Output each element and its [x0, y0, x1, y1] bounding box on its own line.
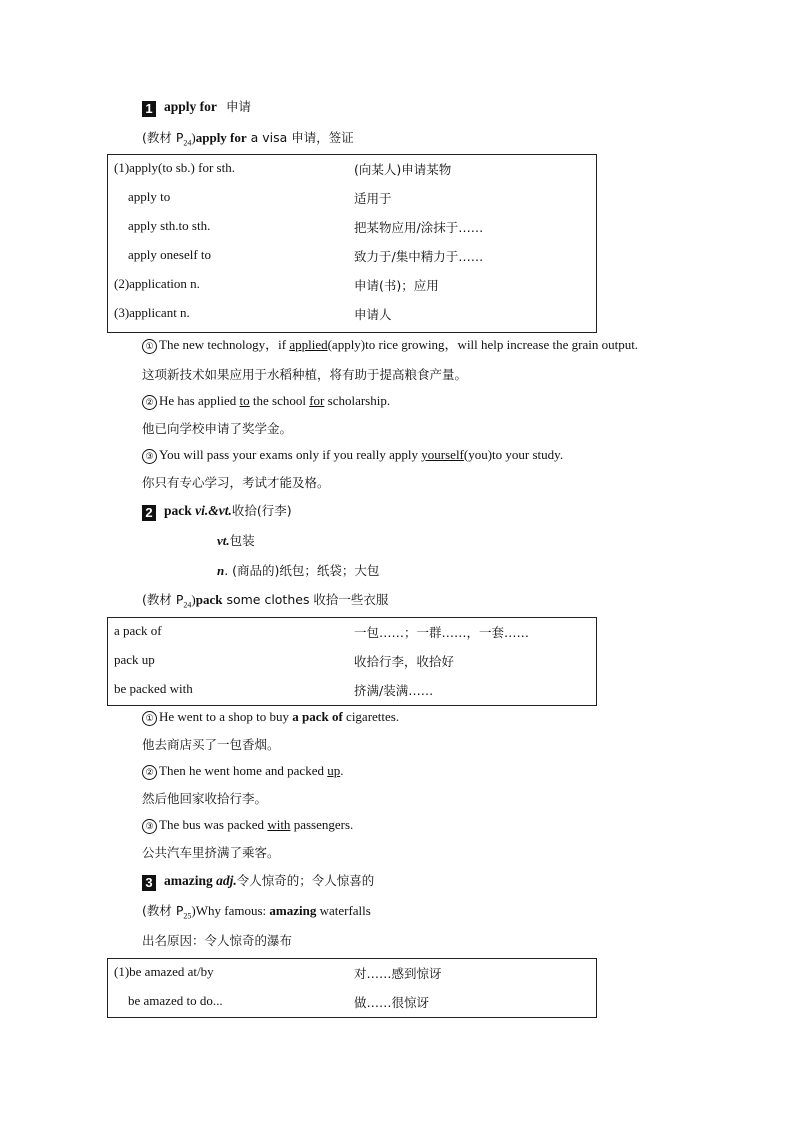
circled-number: ①	[142, 711, 157, 726]
source-bold: apply for	[195, 130, 247, 145]
section-number-badge: 3	[142, 875, 156, 891]
section-2-heading	[142, 502, 292, 521]
circled-number: ②	[142, 395, 157, 410]
table-row	[108, 647, 596, 676]
table-row	[108, 184, 596, 213]
example-translation: 你只有专心学习，考试才能及格。	[142, 475, 330, 490]
example-text: Then he went home and packed	[159, 763, 328, 778]
table-cell-meaning: 一包……；一群……，一套……	[354, 625, 530, 640]
example-sentence	[142, 762, 343, 780]
table-row	[108, 988, 596, 1017]
section-3-heading	[142, 872, 374, 891]
headword-meaning: 收拾(行李)	[231, 503, 292, 518]
source-rest: some clothes 收拾一些衣服	[222, 592, 389, 607]
source-rest: waterfalls	[316, 903, 371, 918]
example-sentence	[142, 708, 399, 726]
table-row	[108, 155, 596, 184]
source-prefix: (教材 P	[142, 130, 184, 145]
headword: apply for	[164, 99, 217, 114]
table-cell-phrase: be packed with	[114, 681, 193, 696]
example-bold: a pack of	[292, 709, 343, 724]
table-row	[108, 300, 596, 329]
headword-meaning: 申请	[226, 99, 252, 114]
table-cell-phrase: apply to	[128, 189, 171, 204]
table-row	[108, 213, 596, 242]
table-cell-meaning: 申请人	[354, 307, 392, 322]
source-page: 24	[183, 138, 192, 148]
example-text: The bus was packed	[159, 817, 268, 832]
source-bold: amazing	[269, 903, 317, 918]
textbook-source	[142, 902, 371, 926]
headword: pack	[164, 503, 192, 518]
table-cell-meaning: (向某人)申请某物	[354, 162, 452, 177]
example-text: .	[340, 763, 344, 778]
part-of-speech: vt.	[217, 533, 230, 548]
part-of-speech: adj.	[216, 873, 237, 888]
example-text: The new technology，if	[159, 337, 290, 352]
source-prefix: (教材 P	[142, 903, 184, 918]
table-row	[108, 676, 596, 705]
example-translation: 他已向学校申请了奖学金。	[142, 421, 293, 436]
table-cell-meaning: 对……感到惊讶	[354, 966, 442, 981]
example-text: He has applied	[159, 393, 240, 408]
table-cell-meaning: 挤满/装满……	[354, 683, 434, 698]
example-text: cigarettes.	[342, 709, 400, 724]
example-sentence	[142, 392, 390, 410]
phrase-table-pack	[107, 617, 597, 706]
table-cell-phrase: (2)application n.	[114, 276, 200, 291]
answer-blank: to	[239, 393, 250, 408]
source-bold: pack	[195, 592, 223, 607]
example-text: the school	[249, 393, 310, 408]
example-translation: 公共汽车里挤满了乘客。	[142, 845, 280, 860]
table-cell-meaning: 做……很惊讶	[354, 995, 430, 1010]
table-row	[108, 618, 596, 647]
answer-blank: up	[327, 763, 341, 778]
answer-blank: applied	[289, 337, 328, 352]
circled-number: ③	[142, 449, 157, 464]
table-cell-meaning: 致力于/集中精力于……	[354, 249, 484, 264]
table-cell-phrase: pack up	[114, 652, 155, 667]
part-of-speech: n	[217, 563, 225, 578]
sense-line	[217, 532, 255, 550]
sense-meaning: . (商品的)纸包；纸袋；大包	[224, 563, 380, 578]
table-cell-meaning: 收拾行李，收拾好	[354, 654, 455, 669]
table-cell-phrase: (1)be amazed at/by	[114, 964, 214, 979]
table-cell-meaning: 把某物应用/涂抹于……	[354, 220, 484, 235]
table-row	[108, 959, 596, 988]
source-close: )Why famous:	[191, 903, 270, 918]
answer-blank: for	[309, 393, 325, 408]
table-cell-meaning: 申请(书)；应用	[354, 278, 439, 293]
circled-number: ①	[142, 339, 157, 354]
answer-blank: yourself	[421, 447, 464, 462]
table-row	[108, 242, 596, 271]
table-cell-phrase: apply oneself to	[128, 247, 212, 262]
source-translation: 出名原因：令人惊奇的瀑布	[142, 933, 293, 948]
circled-number: ②	[142, 765, 157, 780]
source-page: 24	[183, 600, 192, 610]
table-cell-phrase: apply sth.to sth.	[128, 218, 211, 233]
phrase-table-apply	[107, 154, 597, 333]
table-cell-phrase: a pack of	[114, 623, 162, 638]
table-cell-meaning: 适用于	[354, 191, 392, 206]
example-text: He went to a shop to buy	[159, 709, 293, 724]
source-page: 25	[183, 911, 192, 921]
example-text: passengers.	[290, 817, 354, 832]
source-close: )	[191, 592, 196, 607]
textbook-source	[142, 129, 354, 153]
section-1-heading	[142, 98, 251, 117]
headword-meaning: 令人惊奇的；令人惊喜的	[236, 873, 375, 888]
section-number-badge: 2	[142, 505, 156, 521]
example-sentence	[142, 446, 563, 464]
example-text: You will pass your exams only if you really apply	[159, 447, 422, 462]
phrase-table-amazing	[107, 958, 597, 1018]
section-number-badge: 1	[142, 101, 156, 117]
example-text: scholarship.	[324, 393, 391, 408]
example-translation: 这项新技术如果应用于水稻种植，将有助于提高粮食产量。	[142, 367, 468, 382]
source-rest: a visa 申请，签证	[246, 130, 354, 145]
example-sentence	[142, 336, 638, 354]
sense-line	[217, 562, 379, 580]
headword: amazing	[164, 873, 213, 888]
part-of-speech: vi.&vt.	[195, 503, 232, 518]
example-translation: 然后他回家收拾行李。	[142, 791, 268, 806]
textbook-source	[142, 591, 388, 615]
sense-meaning: 包装	[229, 533, 255, 548]
source-prefix: (教材 P	[142, 592, 184, 607]
table-row	[108, 271, 596, 300]
example-text: (you)to your study.	[463, 447, 564, 462]
table-cell-phrase: be amazed to do...	[128, 993, 223, 1008]
source-close: )	[191, 130, 196, 145]
table-cell-phrase: (3)applicant n.	[114, 305, 190, 320]
example-translation: 他去商店买了一包香烟。	[142, 737, 280, 752]
example-text: (apply)to rice growing，will help increase the grain output.	[327, 337, 639, 352]
table-cell-phrase: (1)apply(to sb.) for sth.	[114, 160, 235, 175]
answer-blank: with	[267, 817, 291, 832]
example-sentence	[142, 816, 353, 834]
circled-number: ③	[142, 819, 157, 834]
